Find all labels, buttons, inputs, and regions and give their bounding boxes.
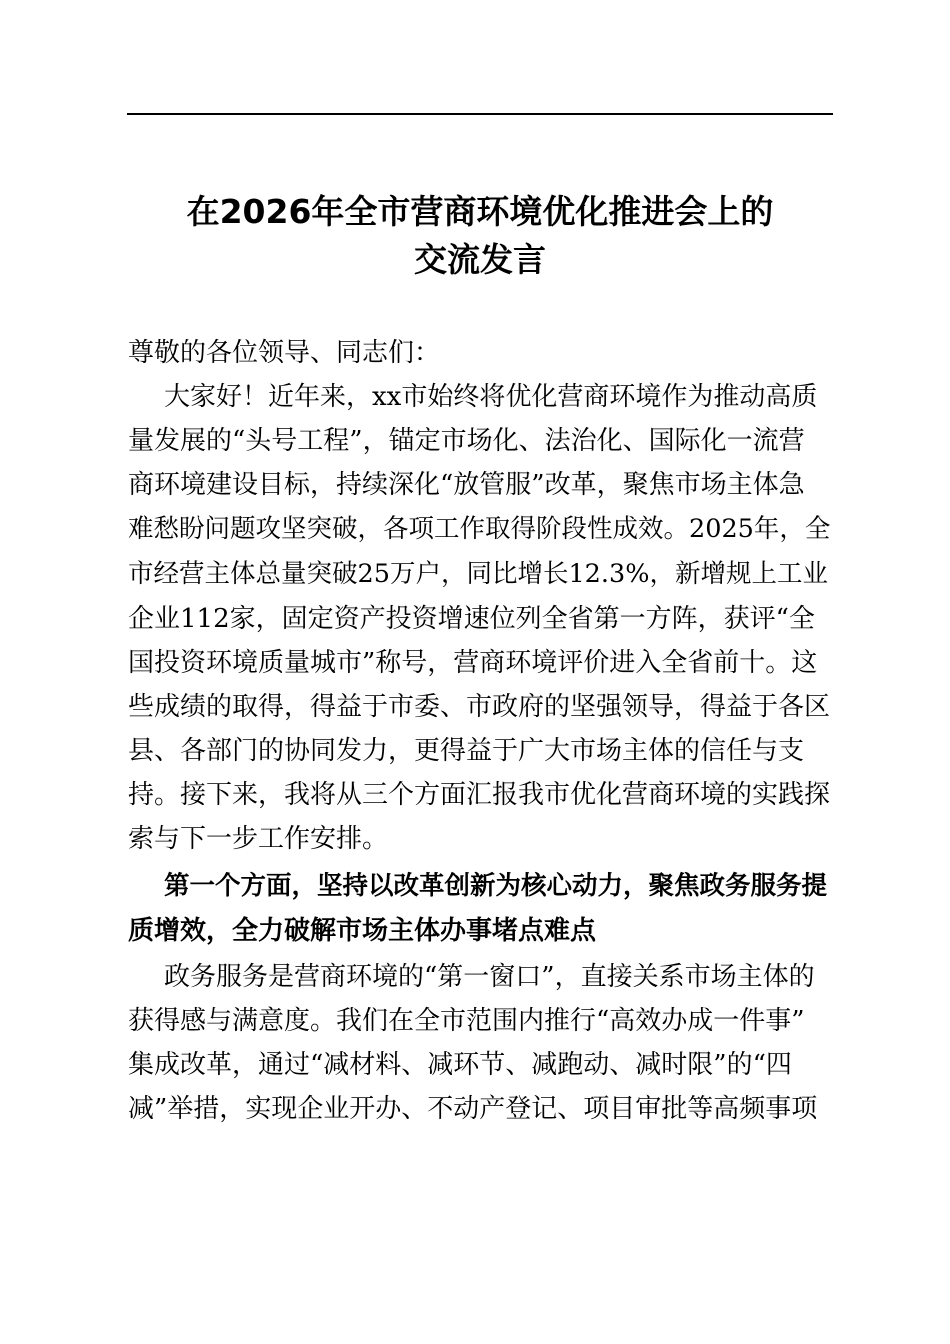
paragraph-line: 难愁盼问题攻坚突破，各项工作取得阶段性成效。2025年，全 <box>128 514 831 544</box>
paragraph-line: 索与下一步工作安排。 <box>128 824 389 854</box>
paragraph-line: 些成绩的取得，得益于市委、市政府的坚强领导，得益于各区 <box>128 692 831 722</box>
heading-line: 第一个方面，坚持以改革创新为核心动力，聚焦政务服务提 <box>164 871 828 901</box>
document-title-line-2: 交流发言 <box>414 240 546 279</box>
document-title-line-1: 在2026年全市营商环境优化推进会上的 <box>186 192 774 231</box>
paragraph-line: 县、各部门的协同发力，更得益于广大市场主体的信任与支 <box>128 736 805 766</box>
paragraph-line: 持。接下来，我将从三个方面汇报我市优化营商环境的实践探 <box>128 780 831 810</box>
salutation: 尊敬的各位领导、同志们： <box>128 338 441 368</box>
paragraph-line: 减”举措，实现企业开办、不动产登记、项目审批等高频事项 <box>128 1094 818 1124</box>
paragraph-line: 市经营主体总量突破25万户，同比增长12.3%，新增规上工业 <box>128 559 828 589</box>
paragraph-line: 商环境建设目标，持续深化“放管服”改革，聚焦市场主体急 <box>128 470 805 500</box>
paragraph-line: 政务服务是营商环境的“第一窗口”，直接关系市场主体的 <box>164 962 815 992</box>
paragraph-line: 企业112家，固定资产投资增速位列全省第一方阵，获评“全 <box>128 604 815 634</box>
paragraph-line: 国投资环境质量城市”称号，营商环境评价进入全省前十。这 <box>128 648 818 678</box>
paragraph-line: 量发展的“头号工程”，锚定市场化、法治化、国际化一流营 <box>128 426 805 456</box>
header-rule <box>127 113 833 115</box>
heading-line: 质增效，全力破解市场主体办事堵点难点 <box>128 916 597 946</box>
paragraph-line: 集成改革，通过“减材料、减环节、减跑动、减时限”的“四 <box>128 1050 792 1080</box>
paragraph-line: 大家好！近年来，xx市始终将优化营商环境作为推动高质 <box>164 382 818 412</box>
paragraph-line: 获得感与满意度。我们在全市范围内推行“高效办成一件事” <box>128 1006 805 1036</box>
